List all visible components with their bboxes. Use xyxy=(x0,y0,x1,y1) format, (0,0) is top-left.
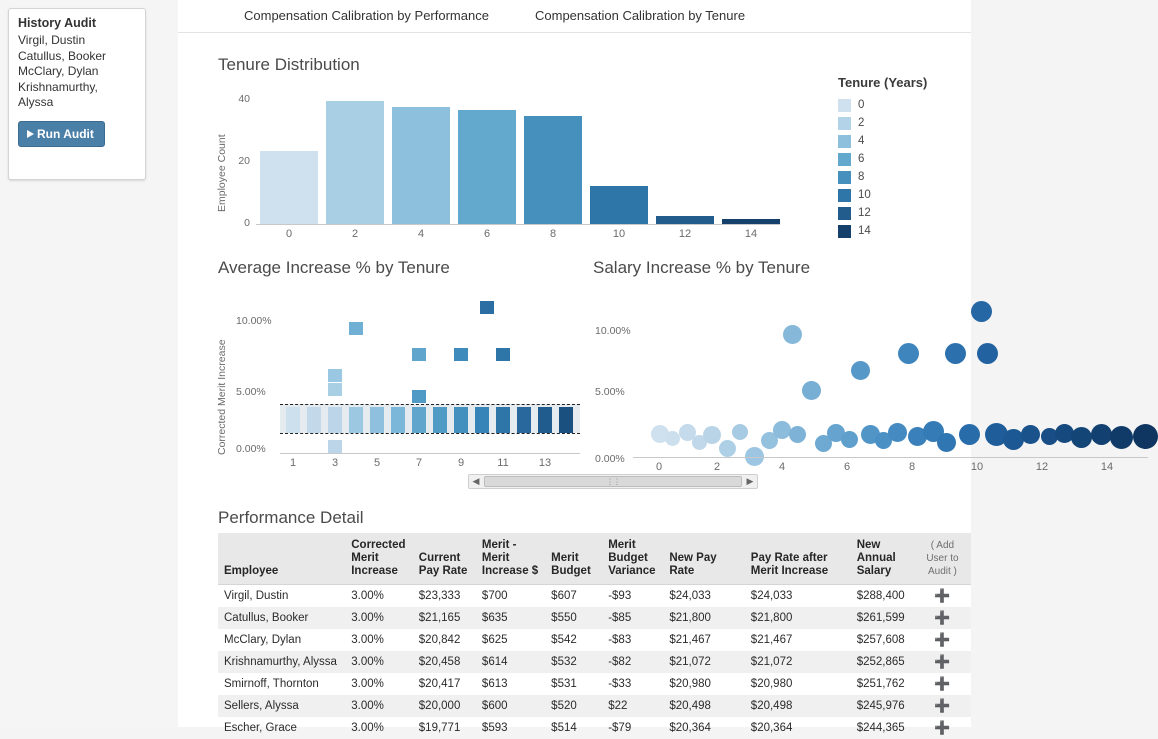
bar-x-tick: 2 xyxy=(335,228,375,240)
cell-pay-rate-after-merit-increase: $20,980 xyxy=(745,673,851,695)
add-to-audit-icon[interactable]: ➕ xyxy=(914,585,971,608)
avg-x-tick: 7 xyxy=(407,457,431,469)
legend-item-6[interactable] xyxy=(838,204,968,222)
bar-x-tick: 14 xyxy=(731,228,771,240)
cell-merit-budget: $550 xyxy=(545,607,602,629)
strip-mark[interactable] xyxy=(286,407,300,420)
salary-x-tick: 12 xyxy=(1030,461,1054,473)
bubble-mark[interactable] xyxy=(971,301,992,322)
cell-merit-increase: $635 xyxy=(476,607,545,629)
list-item[interactable]: McClary, Dylan xyxy=(18,64,136,80)
bubble-mark[interactable] xyxy=(802,381,821,400)
run-audit-label: Run Audit xyxy=(37,127,94,141)
avg-x-tick: 1 xyxy=(281,457,305,469)
avg-x-tick: 3 xyxy=(323,457,347,469)
legend-label: 0 xyxy=(858,99,864,111)
play-icon xyxy=(27,130,34,138)
table-row[interactable] xyxy=(218,717,971,739)
bubble-mark[interactable] xyxy=(1091,424,1112,445)
performance-detail-table xyxy=(218,533,971,739)
tab-divider xyxy=(178,32,971,33)
add-to-audit-icon[interactable]: ➕ xyxy=(914,673,971,695)
table-row[interactable] xyxy=(218,651,971,673)
bubble-mark[interactable] xyxy=(1133,424,1158,449)
bubble-mark[interactable] xyxy=(977,343,998,364)
legend-title: Tenure (Years) xyxy=(838,75,968,90)
legend-swatch-icon xyxy=(838,171,851,184)
avg-increase-chart xyxy=(218,285,583,485)
legend-label: 12 xyxy=(858,207,871,219)
cell-current-pay-rate: $20,842 xyxy=(413,629,476,651)
strip-mark[interactable] xyxy=(538,407,552,420)
col-add-user-to-audit: ( Add User to Audit ) xyxy=(914,533,971,585)
bubble-mark[interactable] xyxy=(959,424,980,445)
bar-12[interactable] xyxy=(656,216,714,224)
cell-pay-rate-after-merit-increase: $21,072 xyxy=(745,651,851,673)
legend-item-1[interactable] xyxy=(838,114,968,132)
strip-mark[interactable] xyxy=(475,407,489,420)
cell-merit-budget-variance: -$85 xyxy=(602,607,663,629)
bubble-mark[interactable] xyxy=(841,431,858,448)
cell-merit-budget: $531 xyxy=(545,673,602,695)
strip-mark[interactable] xyxy=(496,348,510,361)
dashboard-canvas xyxy=(178,0,971,727)
salary-x-axis xyxy=(633,457,1148,458)
salary-y-tick: 0.00% xyxy=(595,453,625,465)
salary-x-tick: 14 xyxy=(1095,461,1119,473)
cell-new-annual-salary: $245,976 xyxy=(851,695,914,717)
list-item[interactable]: Alyssa xyxy=(18,95,136,111)
salary-increase-chart xyxy=(593,285,971,485)
strip-mark[interactable] xyxy=(349,407,363,420)
table-row[interactable] xyxy=(218,695,971,717)
salary-x-tick: 6 xyxy=(835,461,859,473)
legend-label: 2 xyxy=(858,117,864,129)
cell-merit-budget: $607 xyxy=(545,585,602,608)
strip-mark[interactable] xyxy=(496,407,510,420)
cell-merit-increase: $613 xyxy=(476,673,545,695)
tenure-legend xyxy=(838,75,968,240)
cell-employee: Virgil, Dustin xyxy=(218,585,345,608)
bar-y-tick: 0 xyxy=(226,217,250,229)
table-row[interactable] xyxy=(218,629,971,651)
cell-merit-budget-variance: $22 xyxy=(602,695,663,717)
cell-merit-budget-variance: -$83 xyxy=(602,629,663,651)
strip-mark[interactable] xyxy=(538,420,552,433)
strip-mark[interactable] xyxy=(349,420,363,433)
salary-x-tick: 2 xyxy=(705,461,729,473)
cell-current-pay-rate: $19,771 xyxy=(413,717,476,739)
legend-label: 14 xyxy=(858,225,871,237)
cell-current-pay-rate: $23,333 xyxy=(413,585,476,608)
cell-new-pay-rate: $20,980 xyxy=(663,673,744,695)
bar-4[interactable] xyxy=(392,107,450,224)
col-merit-budget[interactable]: Merit Budget xyxy=(545,533,602,585)
strip-mark[interactable] xyxy=(307,420,321,433)
bar-y-tick: 40 xyxy=(226,93,250,105)
salary-x-tick: 10 xyxy=(965,461,989,473)
avg-x-tick: 9 xyxy=(449,457,473,469)
table-header-row xyxy=(218,533,971,585)
legend-swatch-icon xyxy=(838,189,851,202)
legend-item-3[interactable] xyxy=(838,150,968,168)
bubble-mark[interactable] xyxy=(789,426,806,443)
cell-corrected-merit-increase: 3.00% xyxy=(345,607,413,629)
cell-corrected-merit-increase: 3.00% xyxy=(345,585,413,608)
strip-mark[interactable] xyxy=(517,407,531,420)
salary-y-tick: 5.00% xyxy=(595,386,625,398)
cell-merit-increase: $600 xyxy=(476,695,545,717)
bar-6[interactable] xyxy=(458,110,516,224)
cell-new-annual-salary: $244,365 xyxy=(851,717,914,739)
legend-item-2[interactable] xyxy=(838,132,968,150)
legend-label: 10 xyxy=(858,189,871,201)
strip-mark[interactable] xyxy=(412,407,426,420)
bar-14[interactable] xyxy=(722,219,780,224)
cell-merit-budget-variance: -$33 xyxy=(602,673,663,695)
strip-mark[interactable] xyxy=(559,420,573,433)
strip-mark[interactable] xyxy=(328,407,342,420)
cell-new-annual-salary: $251,762 xyxy=(851,673,914,695)
cell-merit-budget: $532 xyxy=(545,651,602,673)
avg-y-tick: 10.00% xyxy=(236,315,272,327)
tab-compensation-calibration-by-tenure[interactable]: Compensation Calibration by Tenure xyxy=(531,6,749,25)
cell-merit-increase: $614 xyxy=(476,651,545,673)
history-audit-title: History Audit xyxy=(18,16,136,30)
legend-label: 6 xyxy=(858,153,864,165)
legend-label: 8 xyxy=(858,171,864,183)
bubble-mark[interactable] xyxy=(937,433,956,452)
cell-new-annual-salary: $257,608 xyxy=(851,629,914,651)
add-to-audit-icon[interactable]: ➕ xyxy=(914,607,971,629)
reference-band xyxy=(280,404,580,433)
cell-corrected-merit-increase: 3.00% xyxy=(345,651,413,673)
avg-y-tick: 0.00% xyxy=(236,443,266,455)
bubble-mark[interactable] xyxy=(898,343,919,364)
legend-label: 4 xyxy=(858,135,864,147)
strip-mark[interactable] xyxy=(307,407,321,420)
cell-employee: Krishnamurthy, Alyssa xyxy=(218,651,345,673)
cell-merit-increase: $700 xyxy=(476,585,545,608)
col-new-pay-rate[interactable]: New Pay Rate xyxy=(663,533,744,585)
avg-x-tick: 5 xyxy=(365,457,389,469)
cell-new-pay-rate: $20,364 xyxy=(663,717,744,739)
list-item[interactable]: Catullus, Booker xyxy=(18,49,136,65)
bar-8[interactable] xyxy=(524,116,582,224)
table-row[interactable] xyxy=(218,607,971,629)
bar-x-tick: 8 xyxy=(533,228,573,240)
cell-corrected-merit-increase: 3.00% xyxy=(345,673,413,695)
add-to-audit-icon[interactable]: ➕ xyxy=(914,695,971,717)
salary-y-tick: 10.00% xyxy=(595,325,631,337)
tenure-distribution-title: Tenure Distribution xyxy=(218,55,360,75)
legend-swatch-icon xyxy=(838,135,851,148)
tab-bar xyxy=(178,0,971,33)
cell-new-pay-rate: $21,467 xyxy=(663,629,744,651)
cell-merit-budget: $514 xyxy=(545,717,602,739)
history-audit-panel xyxy=(8,8,146,180)
bubble-mark[interactable] xyxy=(1021,425,1040,444)
bar-x-tick: 6 xyxy=(467,228,507,240)
strip-mark[interactable] xyxy=(559,407,573,420)
cell-new-annual-salary: $261,599 xyxy=(851,607,914,629)
cell-pay-rate-after-merit-increase: $20,364 xyxy=(745,717,851,739)
bubble-mark[interactable] xyxy=(945,343,966,364)
legend-swatch-icon xyxy=(838,207,851,220)
col-corrected-merit-increase[interactable]: Corrected Merit Increase xyxy=(345,533,413,585)
strip-mark[interactable] xyxy=(370,420,384,433)
list-item[interactable]: Virgil, Dustin xyxy=(18,33,136,49)
strip-mark[interactable] xyxy=(412,348,426,361)
cell-employee: Escher, Grace xyxy=(218,717,345,739)
avg-y-axis-title: Corrected Merit Increase xyxy=(216,339,228,455)
strip-mark[interactable] xyxy=(328,383,342,396)
col-new-annual-salary[interactable]: New Annual Salary xyxy=(851,533,914,585)
legend-item-7[interactable] xyxy=(838,222,968,240)
bubble-mark[interactable] xyxy=(1071,427,1092,448)
cell-pay-rate-after-merit-increase: $21,800 xyxy=(745,607,851,629)
legend-swatch-icon xyxy=(838,153,851,166)
col-employee[interactable]: Employee xyxy=(218,533,345,585)
strip-mark[interactable] xyxy=(496,420,510,433)
strip-mark[interactable] xyxy=(370,407,384,420)
table-body xyxy=(218,585,971,739)
legend-item-4[interactable] xyxy=(838,168,968,186)
bubble-mark[interactable] xyxy=(703,426,721,444)
strip-mark[interactable] xyxy=(391,420,405,433)
bar-0[interactable] xyxy=(260,151,318,224)
cell-corrected-merit-increase: 3.00% xyxy=(345,695,413,717)
col-current-pay-rate[interactable]: Current Pay Rate xyxy=(413,533,476,585)
cell-new-annual-salary: $288,400 xyxy=(851,585,914,608)
strip-mark[interactable] xyxy=(328,440,342,453)
legend-swatch-icon xyxy=(838,99,851,112)
cell-employee: McClary, Dylan xyxy=(218,629,345,651)
legend-swatch-icon xyxy=(838,117,851,130)
table-row[interactable] xyxy=(218,585,971,608)
run-audit-button[interactable] xyxy=(18,121,105,147)
bar-x-tick: 10 xyxy=(599,228,639,240)
avg-y-tick: 5.00% xyxy=(236,386,266,398)
strip-mark[interactable] xyxy=(480,301,494,314)
scroll-right-icon[interactable]: ▶ xyxy=(743,476,757,487)
reference-band-lower xyxy=(280,433,580,434)
cell-merit-budget-variance: -$79 xyxy=(602,717,663,739)
bubble-mark[interactable] xyxy=(851,361,870,380)
strip-mark[interactable] xyxy=(454,348,468,361)
bar-x-tick: 12 xyxy=(665,228,705,240)
cell-current-pay-rate: $20,458 xyxy=(413,651,476,673)
cell-pay-rate-after-merit-increase: $24,033 xyxy=(745,585,851,608)
cell-merit-increase: $625 xyxy=(476,629,545,651)
strip-mark[interactable] xyxy=(328,420,342,433)
cell-new-pay-rate: $24,033 xyxy=(663,585,744,608)
avg-x-axis xyxy=(280,453,580,454)
cell-new-pay-rate: $20,498 xyxy=(663,695,744,717)
bubble-mark[interactable] xyxy=(783,325,802,344)
col-merit-merit-increase[interactable]: Merit - Merit Increase $ xyxy=(476,533,545,585)
salary-x-tick: 0 xyxy=(647,461,671,473)
bubble-mark[interactable] xyxy=(1110,426,1133,449)
strip-mark[interactable] xyxy=(433,420,447,433)
legend-item-0[interactable] xyxy=(838,96,968,114)
strip-mark[interactable] xyxy=(391,407,405,420)
legend-swatch-icon xyxy=(838,225,851,238)
add-to-audit-icon[interactable]: ➕ xyxy=(914,717,971,739)
cell-current-pay-rate: $20,417 xyxy=(413,673,476,695)
list-item[interactable]: Krishnamurthy, xyxy=(18,80,136,96)
performance-detail-title: Performance Detail xyxy=(218,508,364,528)
add-to-audit-icon[interactable]: ➕ xyxy=(914,629,971,651)
cell-employee: Sellers, Alyssa xyxy=(218,695,345,717)
strip-mark[interactable] xyxy=(412,420,426,433)
avg-x-tick: 11 xyxy=(491,457,515,469)
strip-mark[interactable] xyxy=(475,420,489,433)
bar-y-axis-title: Employee Count xyxy=(216,134,228,212)
cell-merit-increase: $593 xyxy=(476,717,545,739)
salary-x-tick: 8 xyxy=(900,461,924,473)
bar-x-tick: 0 xyxy=(269,228,309,240)
cell-employee: Smirnoff, Thornton xyxy=(218,673,345,695)
col-pay-rate-after-merit-increase[interactable]: Pay Rate after Merit Increase xyxy=(745,533,851,585)
salary-x-tick: 4 xyxy=(770,461,794,473)
cell-current-pay-rate: $20,000 xyxy=(413,695,476,717)
cell-merit-budget-variance: -$93 xyxy=(602,585,663,608)
legend-item-5[interactable] xyxy=(838,186,968,204)
bar-x-axis xyxy=(256,224,780,225)
bar-2[interactable] xyxy=(326,101,384,224)
strip-mark[interactable] xyxy=(454,407,468,420)
cell-new-pay-rate: $21,800 xyxy=(663,607,744,629)
bubble-mark[interactable] xyxy=(719,440,736,457)
cell-merit-budget: $542 xyxy=(545,629,602,651)
scroll-left-icon[interactable]: ◀ xyxy=(469,476,483,487)
cell-new-pay-rate: $21,072 xyxy=(663,651,744,673)
bar-10[interactable] xyxy=(590,186,648,224)
cell-employee: Catullus, Booker xyxy=(218,607,345,629)
cell-corrected-merit-increase: 3.00% xyxy=(345,717,413,739)
strip-mark[interactable] xyxy=(517,420,531,433)
cell-pay-rate-after-merit-increase: $20,498 xyxy=(745,695,851,717)
table-row[interactable] xyxy=(218,673,971,695)
salary-increase-title: Salary Increase % by Tenure xyxy=(593,258,810,278)
cell-merit-budget: $520 xyxy=(545,695,602,717)
cell-pay-rate-after-merit-increase: $21,467 xyxy=(745,629,851,651)
cell-corrected-merit-increase: 3.00% xyxy=(345,629,413,651)
col-merit-budget-variance[interactable]: Merit Budget Variance xyxy=(602,533,663,585)
strip-mark[interactable] xyxy=(433,407,447,420)
tab-compensation-calibration-by-performance[interactable]: Compensation Calibration by Performance xyxy=(240,6,493,25)
bar-x-tick: 4 xyxy=(401,228,441,240)
reference-band-upper xyxy=(280,404,580,405)
bubble-mark[interactable] xyxy=(888,423,907,442)
avg-x-tick: 13 xyxy=(533,457,557,469)
cell-current-pay-rate: $21,165 xyxy=(413,607,476,629)
history-audit-list xyxy=(18,33,136,111)
cell-merit-budget-variance: -$82 xyxy=(602,651,663,673)
bar-y-tick: 20 xyxy=(226,155,250,167)
avg-increase-title: Average Increase % by Tenure xyxy=(218,258,450,278)
bubble-mark[interactable] xyxy=(732,424,748,440)
bubble-mark[interactable] xyxy=(665,431,680,446)
strip-mark[interactable] xyxy=(349,322,363,335)
strip-mark[interactable] xyxy=(286,420,300,433)
strip-mark[interactable] xyxy=(328,369,342,382)
tenure-distribution-chart xyxy=(218,82,818,242)
add-to-audit-icon-selected[interactable]: ➕ xyxy=(914,651,971,673)
cell-new-annual-salary: $252,865 xyxy=(851,651,914,673)
strip-mark[interactable] xyxy=(454,420,468,433)
strip-mark[interactable] xyxy=(412,390,426,403)
